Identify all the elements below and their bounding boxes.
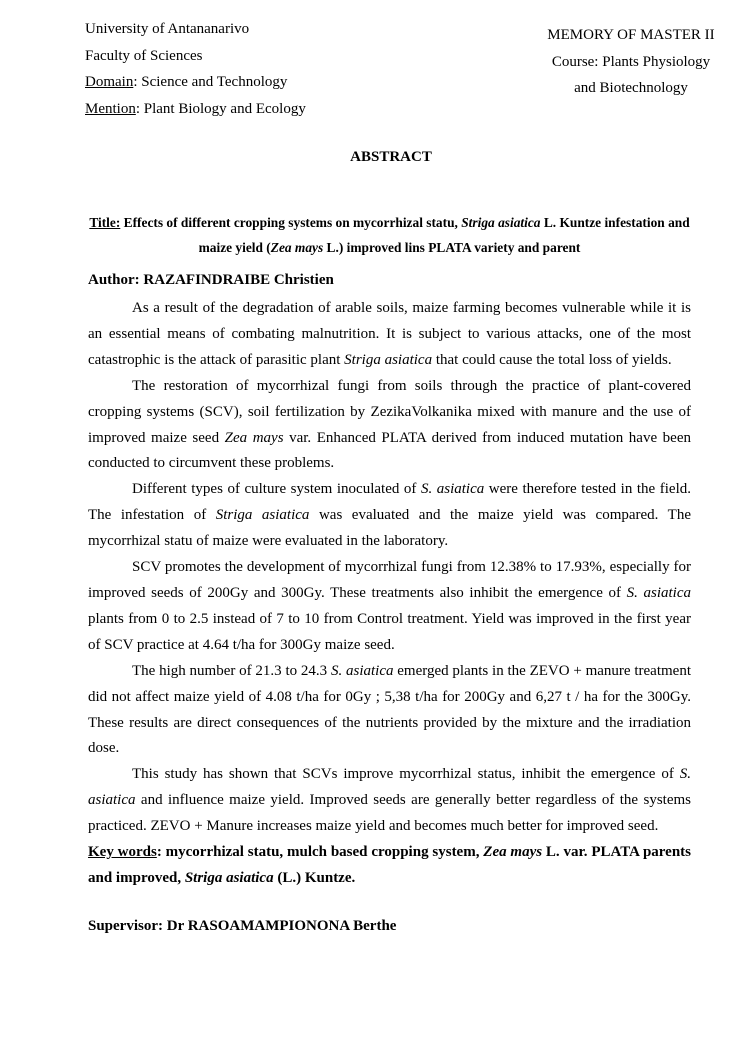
degree-header xyxy=(535,22,727,102)
keywords-label: Key words xyxy=(88,844,157,861)
paragraph-1: As a result of the degradation of arable soils, maize farming becomes vulnerable while it is an essential means of combating malnutrition. It is subject to various attacks, one of the most catastrophic is the attack of parasitic plant Striga asiatica that could cause the total loss of yields. xyxy=(88,300,691,368)
institution-header xyxy=(85,16,306,122)
title-text-1: Effects of different cropping systems on mycorrhizal statu, xyxy=(120,215,462,230)
paragraph-3: Different types of culture system inoculated of S. asiatica were therefore tested in the field. The infestation of Striga asiatica was evaluated and the maize yield was compared. The mycorrhizal statu of maize were evaluated in the laboratory. xyxy=(88,481,691,550)
abstract-heading: ABSTRACT xyxy=(350,149,432,165)
author-line: Author: RAZAFINDRAIBE Christien xyxy=(88,272,334,288)
title-label: Title: xyxy=(89,215,121,230)
title-species-2: Zea mays xyxy=(270,240,324,255)
domain-line xyxy=(85,69,306,96)
paragraph-4: SCV promotes the development of mycorrhizal fungi from 12.38% to 17.93%, especially for improved seeds of 200Gy and 300Gy. These treatments also inhibit the emergence of S. asiatica plants from 0 to 2.5 instead of 7 to 10 from Control treatment. Yield was improved in the first year of SCV practice at 4.64 t/ha for 300Gy maize seed. xyxy=(88,559,691,653)
title-species-1: Striga asiatica xyxy=(461,215,541,230)
mention-label: Mention xyxy=(85,100,136,117)
abstract-body xyxy=(88,296,691,892)
memory-title: MEMORY OF MASTER II xyxy=(547,27,715,43)
mention-line xyxy=(85,96,306,123)
paragraph-2: The restoration of mycorrhizal fungi from soils through the practice of plant-covered cropping systems (SCV), soil fertilization by ZezikaVolkanika mixed with manure and the use of improved maize seed Zea mays var. Enhanced PLATA derived from induced mutation have been conducted to circumvent these problems. xyxy=(88,377,692,472)
paragraph-5: The high number of 21.3 to 24.3 S. asiatica emerged plants in the ZEVO + manure treatment did not affect maize yield of 4.08 t/ha for 0Gy ; 5,38 t/ha for 200Gy and 6,27 t / ha for the 300Gy. These results are direct consequences of the nutrients provided by the mixture and the irradiation dose. xyxy=(88,662,691,757)
title-text-2: L. Kuntze infestation and maize yield ( xyxy=(198,215,690,255)
course-line-1: Course: Plants Physiology xyxy=(551,53,711,70)
domain-value: : Science and Technology xyxy=(133,74,288,90)
university-name: University of Antananarivo xyxy=(85,21,250,37)
domain-label: Domain xyxy=(85,74,134,90)
mention-value: : Plant Biology and Ecology xyxy=(135,100,306,117)
faculty-name: Faculty of Sciences xyxy=(85,47,203,64)
thesis-title xyxy=(88,210,691,260)
course-line-2: and Biotechnology xyxy=(574,80,688,96)
supervisor-line: Supervisor: Dr RASOAMAMPIONONA Berthe xyxy=(88,918,397,934)
title-text-3: L.) improved lins PLATA variety and parent xyxy=(323,240,581,255)
keywords-line: Key words: mycorrhizal statu, mulch based cropping system, Zea mays L. var. PLATA parents and improved, Striga asiatica (L.) Kuntze. xyxy=(88,844,692,886)
paragraph-6: This study has shown that SCVs improve mycorrhizal status, inhibit the emergence of S. asiatica and influence maize yield. Improved seeds are generally better regardless of the systems practiced. ZEVO + Manure increases maize yield and becomes much better for improved seed. xyxy=(88,766,691,835)
